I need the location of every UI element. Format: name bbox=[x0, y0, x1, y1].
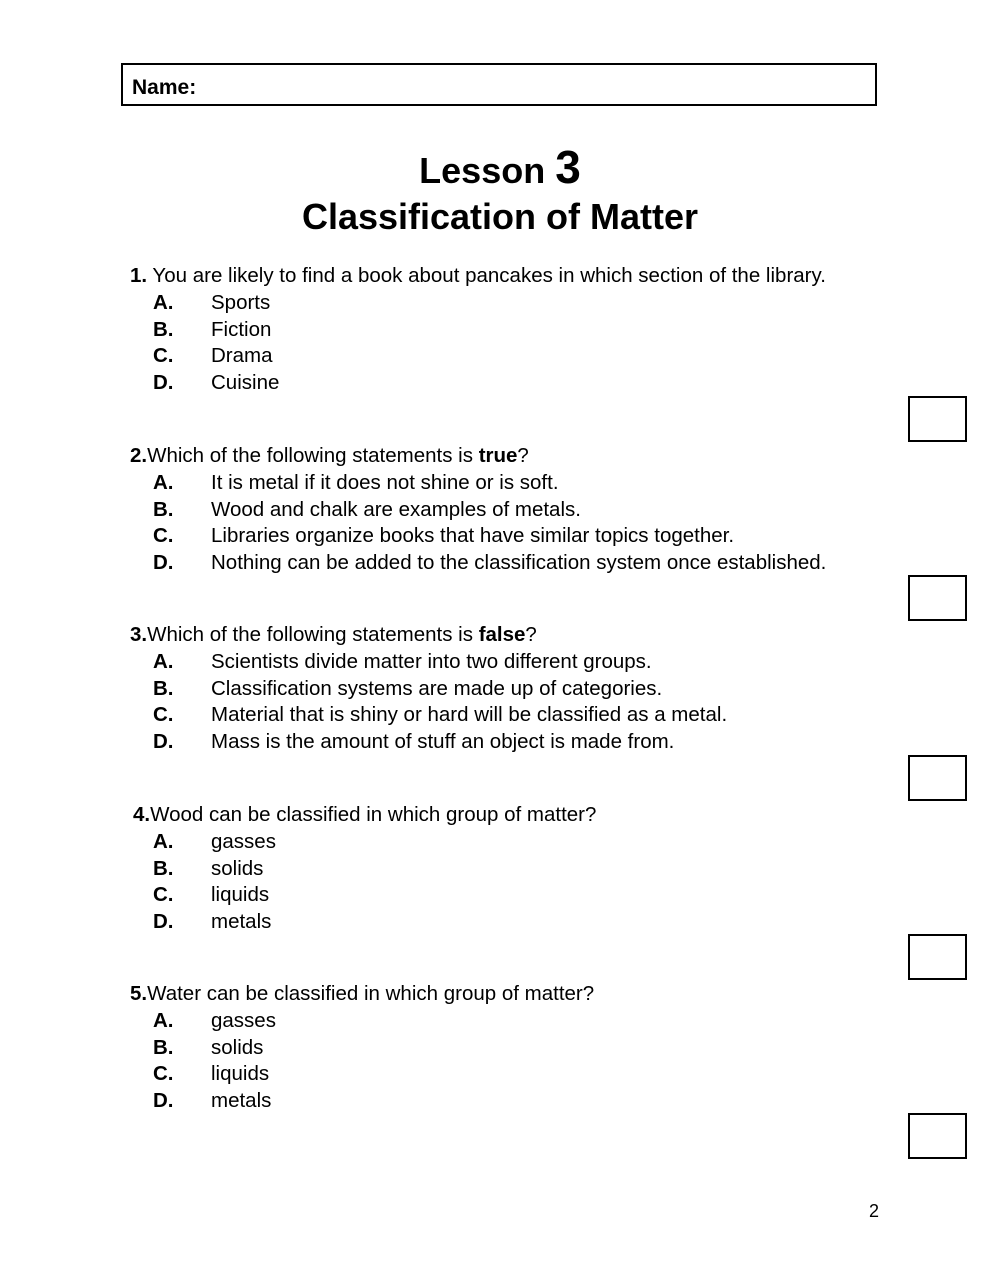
option-letter: B. bbox=[153, 856, 174, 880]
name-field[interactable] bbox=[121, 63, 877, 106]
question-text-end: ? bbox=[517, 444, 529, 467]
question-text: You are likely to find a book about pancakes in which section of the library. bbox=[147, 264, 826, 287]
option-text: gasses bbox=[211, 1008, 276, 1032]
option-letter: A. bbox=[153, 470, 174, 494]
option-letter: B. bbox=[153, 317, 174, 341]
option-b bbox=[130, 497, 581, 524]
option-letter: C. bbox=[153, 344, 174, 368]
option-b bbox=[130, 856, 593, 883]
question-text: Which of the following statements is bbox=[147, 623, 479, 646]
question-3 bbox=[130, 622, 728, 756]
option-d bbox=[130, 1088, 594, 1115]
option-d bbox=[130, 729, 675, 756]
option-letter: C. bbox=[153, 703, 174, 727]
option-d bbox=[130, 370, 826, 397]
question-4 bbox=[133, 802, 596, 936]
option-text: Classification systems are made up of categories. bbox=[211, 676, 663, 700]
option-letter: D. bbox=[153, 371, 174, 395]
option-letter: B. bbox=[153, 497, 174, 521]
option-text: Wood and chalk are examples of metals. bbox=[211, 497, 581, 521]
option-text: Sports bbox=[211, 290, 271, 314]
answer-box-2[interactable] bbox=[908, 575, 967, 621]
option-c bbox=[130, 523, 735, 550]
option-letter: D. bbox=[153, 730, 174, 754]
answer-box-3[interactable] bbox=[908, 755, 967, 801]
option-text: Material that is shiny or hard will be classified as a metal. bbox=[211, 703, 728, 727]
option-letter: C. bbox=[153, 883, 174, 907]
question-1 bbox=[130, 263, 826, 397]
question-2 bbox=[130, 443, 827, 577]
option-d bbox=[130, 909, 593, 936]
lesson-subject: Classification of Matter bbox=[301, 196, 699, 237]
option-letter: A. bbox=[153, 290, 174, 314]
option-text: It is metal if it does not shine or is soft. bbox=[211, 470, 559, 494]
question-stem bbox=[130, 263, 826, 290]
option-text: gasses bbox=[211, 829, 276, 853]
name-label: Name: bbox=[132, 76, 197, 99]
question-number: 3. bbox=[130, 623, 148, 646]
lesson-word: Lesson bbox=[419, 150, 546, 191]
page-number: 2 bbox=[869, 1201, 880, 1221]
option-text: liquids bbox=[211, 1062, 270, 1086]
option-letter: A. bbox=[153, 829, 174, 853]
option-c bbox=[130, 1061, 594, 1088]
question-stem bbox=[130, 981, 594, 1008]
option-text: Cuisine bbox=[211, 371, 280, 395]
question-text: Which of the following statements is bbox=[147, 444, 479, 467]
option-b bbox=[130, 317, 826, 344]
option-letter: B. bbox=[153, 676, 174, 700]
option-text: Mass is the amount of stuff an object is made from. bbox=[211, 730, 675, 754]
option-letter: D. bbox=[153, 910, 174, 934]
option-letter: D. bbox=[153, 1089, 174, 1113]
question-stem bbox=[130, 622, 537, 649]
question-number: 2. bbox=[130, 444, 148, 467]
option-a bbox=[130, 829, 593, 856]
answer-box-4[interactable] bbox=[908, 934, 967, 980]
option-letter: B. bbox=[153, 1035, 174, 1059]
lesson-title bbox=[0, 140, 989, 194]
option-text: Drama bbox=[211, 344, 273, 368]
option-text: metals bbox=[211, 910, 272, 934]
option-c bbox=[130, 702, 728, 729]
question-5 bbox=[130, 981, 594, 1115]
option-text: Fiction bbox=[211, 317, 272, 341]
answer-box-5[interactable] bbox=[908, 1113, 967, 1159]
option-text: metals bbox=[211, 1089, 272, 1113]
option-b bbox=[130, 1035, 594, 1062]
question-number: 4. bbox=[133, 803, 151, 826]
option-a bbox=[130, 470, 559, 497]
option-text: liquids bbox=[211, 883, 270, 907]
option-text: Nothing can be added to the classification system once established. bbox=[211, 551, 827, 575]
option-a bbox=[130, 1008, 594, 1035]
option-b bbox=[130, 676, 663, 703]
option-letter: D. bbox=[153, 551, 174, 575]
question-number: 1. bbox=[130, 264, 148, 287]
question-number: 5. bbox=[130, 982, 148, 1005]
option-text: solids bbox=[211, 1035, 264, 1059]
lesson-number: 3 bbox=[555, 141, 581, 193]
option-d bbox=[130, 550, 827, 577]
option-letter: A. bbox=[153, 649, 174, 673]
option-letter: C. bbox=[153, 1062, 174, 1086]
option-letter: C. bbox=[153, 524, 174, 548]
option-c bbox=[130, 343, 826, 370]
answer-box-1[interactable] bbox=[908, 396, 967, 442]
option-text: Libraries organize books that have similar topics together. bbox=[211, 524, 735, 548]
option-text: Scientists divide matter into two different groups. bbox=[211, 649, 652, 673]
option-a bbox=[130, 649, 652, 676]
question-emphasis: false bbox=[478, 623, 526, 646]
question-stem bbox=[133, 802, 596, 829]
question-text-end: ? bbox=[525, 623, 537, 646]
option-text: solids bbox=[211, 856, 264, 880]
question-text: Wood can be classified in which group of matter? bbox=[150, 803, 597, 826]
question-text: Water can be classified in which group of matter? bbox=[147, 982, 595, 1005]
option-a bbox=[130, 290, 826, 317]
question-stem bbox=[130, 443, 529, 470]
option-c bbox=[130, 882, 593, 909]
question-emphasis: true bbox=[478, 444, 518, 467]
option-letter: A. bbox=[153, 1008, 174, 1032]
